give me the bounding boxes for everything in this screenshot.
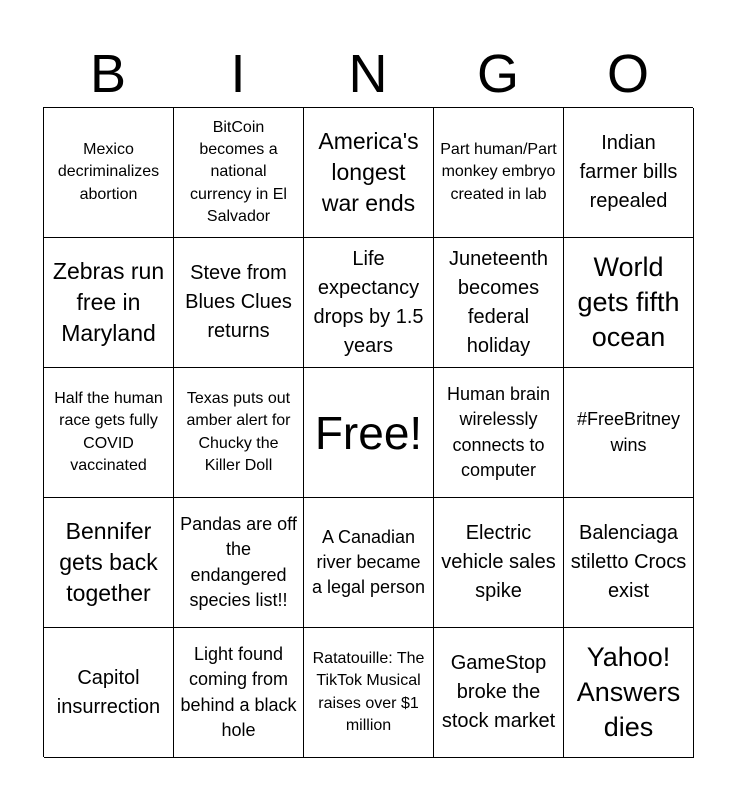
header-letter-o: O (606, 44, 649, 104)
header-letter-b: B (89, 44, 127, 104)
bingo-cell-text: Texas puts out amber alert for Chucky the Killer Doll (186, 389, 291, 474)
bingo-cell-text: Pandas are off the endangered species list!! (180, 514, 297, 610)
bingo-cell-text: Light found coming from behind a black hole (180, 644, 297, 740)
bingo-cell-text: Zebras run free in Maryland (52, 257, 165, 347)
bingo-cell[interactable] (304, 108, 434, 238)
bingo-cell-text: #FreeBritney wins (576, 409, 681, 455)
bingo-cell[interactable] (174, 628, 304, 758)
bingo-cell[interactable] (44, 368, 174, 498)
bingo-cell-text: GameStop broke the stock market (441, 652, 556, 732)
header-letter-g: G (476, 44, 519, 104)
bingo-cell-text: Steve from Blues Clues returns (185, 262, 292, 342)
bingo-cell-text: Half the human race gets fully COVID vaccinated (54, 389, 163, 474)
bingo-cell[interactable] (304, 238, 434, 368)
bingo-cell[interactable] (564, 238, 694, 368)
free-space-text: Free! (314, 406, 423, 459)
bingo-cell[interactable] (434, 238, 564, 368)
bingo-cell-text: Electric vehicle sales spike (441, 522, 556, 602)
bingo-cell-text: Bennifer gets back together (59, 517, 158, 607)
bingo-cell[interactable] (304, 628, 434, 758)
bingo-cell-text: Ratatouille: The TikTok Musical raises over $1 million (312, 649, 425, 734)
bingo-cell-text: Balenciaga stiletto Crocs exist (570, 522, 687, 602)
bingo-cell[interactable] (174, 238, 304, 368)
bingo-cell[interactable] (44, 498, 174, 628)
bingo-cell-text: A Canadian river became a legal person (311, 526, 426, 598)
bingo-cell-text: Yahoo! Answers dies (576, 641, 681, 743)
bingo-cell[interactable] (434, 498, 564, 628)
bingo-cell[interactable] (434, 368, 564, 498)
bingo-cell-text: Human brain wirelessly connects to computer (446, 384, 551, 480)
bingo-cell-text: BitCoin becomes a national currency in El Salvador (190, 118, 287, 226)
free-space-cell[interactable] (304, 368, 434, 498)
bingo-cell[interactable] (44, 238, 174, 368)
bingo-cell-text: Juneteenth becomes federal holiday (449, 247, 548, 357)
bingo-cell[interactable] (174, 108, 304, 238)
bingo-cell[interactable] (564, 368, 694, 498)
bingo-cell[interactable] (44, 108, 174, 238)
bingo-cell[interactable] (564, 498, 694, 628)
bingo-header (43, 40, 693, 108)
bingo-cell[interactable] (564, 108, 694, 238)
header-letter-i: I (230, 44, 246, 104)
bingo-cell-text: Part human/Part monkey embryo created in lab (440, 140, 557, 203)
bingo-cell-text: America's longest war ends (318, 127, 419, 217)
bingo-cell-text: Indian farmer bills repealed (579, 132, 678, 212)
bingo-cell-text: World gets fifth ocean (577, 251, 680, 353)
bingo-cell[interactable] (174, 498, 304, 628)
bingo-cell-text: Mexico decriminalizes abortion (57, 140, 160, 203)
bingo-cell[interactable] (174, 368, 304, 498)
bingo-cell[interactable] (304, 498, 434, 628)
bingo-cell[interactable] (564, 628, 694, 758)
bingo-cell-text: Life expectancy drops by 1.5 years (313, 247, 424, 357)
bingo-cell[interactable] (44, 628, 174, 758)
bingo-cell[interactable] (434, 108, 564, 238)
bingo-board (43, 107, 693, 757)
header-letter-n: N (348, 44, 388, 104)
bingo-cell[interactable] (434, 628, 564, 758)
bingo-cell-text: Capitol insurrection (56, 666, 161, 718)
